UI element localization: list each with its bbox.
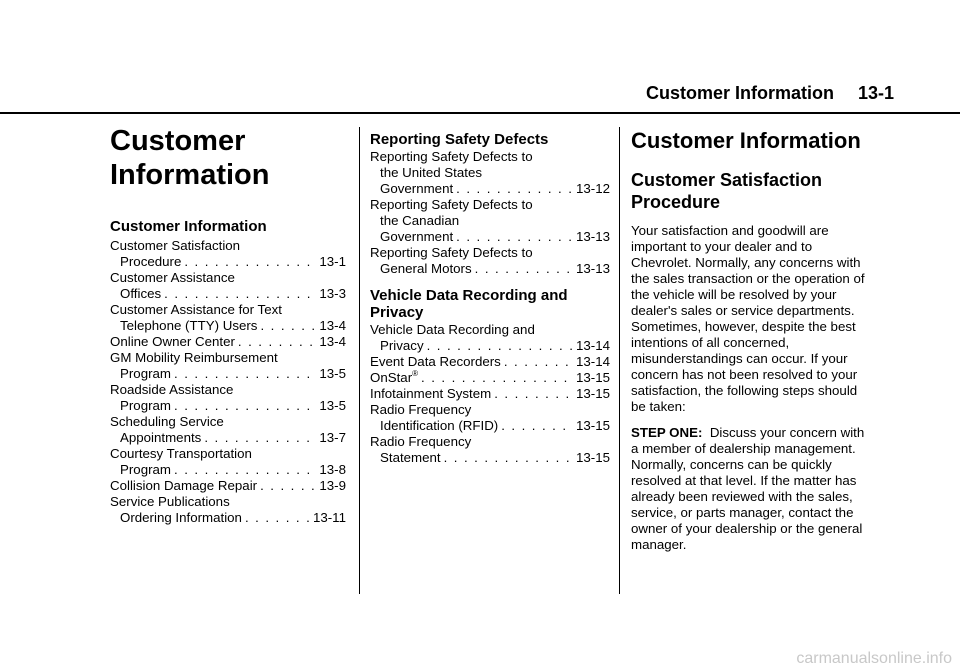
column-divider-1 bbox=[359, 127, 360, 594]
toc-entry-text: Reporting Safety Defects to bbox=[370, 197, 533, 212]
toc-entry-text: Radio Frequency bbox=[370, 402, 472, 417]
header-title: Customer Information bbox=[645, 83, 834, 103]
dot-leader bbox=[456, 181, 573, 197]
toc-entry-text: the United States bbox=[380, 165, 483, 180]
toc-entry[interactable] bbox=[110, 414, 346, 446]
toc-page-number: 13-4 bbox=[319, 334, 346, 349]
toc-page-number: 13-5 bbox=[319, 398, 346, 413]
content-column bbox=[631, 127, 871, 553]
toc-page-number: 13-11 bbox=[312, 510, 346, 525]
dot-leader bbox=[184, 254, 316, 270]
dot-leader bbox=[504, 354, 573, 370]
dot-leader bbox=[174, 366, 316, 382]
toc-entry-text: Procedure bbox=[120, 254, 182, 269]
body-paragraph: Your satisfaction and goodwill are important to your dealer and to Chevrolet. Normally, any concerns with the sales transaction or the operation of the vehicle will be resolved by your dealer's sales or service departments. Sometimes, however, despite the best intentions of all concerned, misunderstandings can occur. If your concern has not been resolved to your satisfaction, the following steps should be taken: bbox=[631, 223, 865, 414]
dot-leader bbox=[421, 370, 573, 386]
dot-leader bbox=[238, 334, 316, 350]
toc-entry-text: Infotainment System bbox=[370, 386, 492, 401]
toc-column-1 bbox=[110, 124, 346, 526]
toc-entry[interactable] bbox=[110, 302, 346, 334]
toc-entry-text: Telephone (TTY) Users bbox=[120, 318, 258, 333]
dot-leader bbox=[260, 318, 316, 334]
toc-entry[interactable] bbox=[370, 197, 610, 245]
dot-leader bbox=[174, 462, 316, 478]
toc-entry-text: GM Mobility Reimbursement bbox=[110, 350, 278, 365]
toc-section-title: Vehicle Data Recording and Privacy bbox=[370, 287, 568, 321]
toc-entry-text: Customer Satisfaction bbox=[110, 238, 241, 253]
toc-entry-text: Online Owner Center bbox=[110, 334, 235, 349]
toc-entry[interactable] bbox=[370, 434, 610, 466]
toc-page-number: 13-8 bbox=[319, 462, 346, 477]
toc-entry-text: Reporting Safety Defects to bbox=[370, 149, 533, 164]
toc-entry[interactable] bbox=[370, 149, 610, 197]
toc-entry-text: Appointments bbox=[120, 430, 202, 445]
toc-entry[interactable] bbox=[370, 370, 610, 386]
toc-entry-text: Courtesy Transportation bbox=[110, 446, 252, 461]
toc-entry-text: Roadside Assistance bbox=[110, 382, 234, 397]
toc-entry-text: Service Publications bbox=[110, 494, 230, 509]
toc-page-number: 13-13 bbox=[575, 229, 610, 244]
toc-entry[interactable] bbox=[370, 245, 610, 277]
toc-entry[interactable] bbox=[110, 270, 346, 302]
watermark: carmanualsonline.info bbox=[796, 650, 952, 667]
toc-page-number: 13-13 bbox=[575, 261, 610, 276]
dot-leader bbox=[260, 478, 316, 494]
toc-entry-text: Reporting Safety Defects to bbox=[370, 245, 533, 260]
dot-leader bbox=[444, 450, 573, 466]
toc-page-number: 13-15 bbox=[575, 386, 610, 401]
toc-page-number: 13-1 bbox=[319, 254, 346, 269]
chapter-title: Customer Information bbox=[110, 125, 270, 191]
toc-page-number: 13-14 bbox=[575, 354, 610, 369]
toc-section-title: Reporting Safety Defects bbox=[370, 131, 549, 148]
toc-page-number: 13-4 bbox=[319, 318, 346, 333]
toc-entry[interactable] bbox=[370, 354, 610, 370]
toc-list bbox=[370, 322, 610, 466]
dot-leader bbox=[501, 418, 573, 434]
toc-entry-text: Customer Assistance for Text bbox=[110, 302, 282, 317]
toc-entry-text: Ordering Information bbox=[120, 510, 242, 525]
dot-leader bbox=[494, 386, 573, 402]
header-page-number: 13-1 bbox=[857, 83, 894, 103]
toc-list bbox=[370, 149, 610, 277]
toc-entry-text: Customer Assistance bbox=[110, 270, 235, 285]
toc-entry[interactable] bbox=[110, 446, 346, 478]
toc-entry-text: Collision Damage Repair bbox=[110, 478, 258, 493]
toc-entry[interactable] bbox=[110, 238, 346, 270]
section-heading: Customer Information bbox=[631, 128, 861, 153]
toc-entry[interactable] bbox=[110, 494, 346, 526]
toc-column-2 bbox=[370, 131, 610, 466]
toc-entry[interactable] bbox=[370, 386, 610, 402]
toc-entry-text: the Canadian bbox=[380, 213, 460, 228]
toc-entry-text: Event Data Recorders bbox=[370, 354, 501, 369]
toc-page-number: 13-7 bbox=[319, 430, 346, 445]
toc-page-number: 13-12 bbox=[575, 181, 610, 196]
subsection-heading: Customer Satisfaction Procedure bbox=[631, 170, 823, 212]
toc-page-number: 13-15 bbox=[575, 370, 610, 385]
dot-leader bbox=[456, 229, 573, 245]
toc-entry-text: Program bbox=[120, 366, 171, 381]
toc-entry[interactable] bbox=[110, 382, 346, 414]
toc-entry[interactable] bbox=[110, 334, 346, 350]
toc-page-number: 13-5 bbox=[319, 366, 346, 381]
toc-entry-text: Privacy bbox=[380, 338, 424, 353]
registered-mark: ® bbox=[412, 369, 419, 378]
dot-leader bbox=[245, 510, 310, 526]
toc-entry-text: Government bbox=[380, 229, 454, 244]
toc-list bbox=[110, 238, 346, 526]
toc-page-number: 13-15 bbox=[575, 418, 610, 433]
dot-leader bbox=[164, 286, 316, 302]
toc-page-number: 13-14 bbox=[575, 338, 610, 353]
toc-entry-text: OnStar® bbox=[370, 369, 419, 385]
toc-entry-text: Program bbox=[120, 398, 171, 413]
toc-entry-text: Vehicle Data Recording and bbox=[370, 322, 535, 337]
toc-section-title: Customer Information bbox=[110, 218, 267, 235]
dot-leader bbox=[174, 398, 316, 414]
toc-page-number: 13-15 bbox=[575, 450, 610, 465]
toc-entry[interactable] bbox=[110, 478, 346, 494]
toc-page-number: 13-9 bbox=[319, 478, 346, 493]
toc-entry-text: Government bbox=[380, 181, 454, 196]
dot-leader bbox=[427, 338, 573, 354]
step-paragraph bbox=[631, 425, 871, 553]
toc-entry[interactable] bbox=[110, 350, 346, 382]
toc-entry-text: General Motors bbox=[380, 261, 472, 276]
header-rule bbox=[0, 112, 960, 114]
toc-page-number: 13-3 bbox=[319, 286, 346, 301]
toc-entry-text: Statement bbox=[380, 450, 441, 465]
dot-leader bbox=[204, 430, 316, 446]
step-text: Discuss your concern with a member of dealership management. Normally, concerns can be quickly resolved at that level. If the matter has already been reviewed with the sales, service, or parts manager, contact the owner of your dealership or the general manager. bbox=[631, 425, 865, 552]
toc-entry[interactable] bbox=[370, 402, 610, 434]
toc-entry-text: Identification (RFID) bbox=[380, 418, 499, 433]
toc-entry-text: Radio Frequency bbox=[370, 434, 472, 449]
toc-entry-text: Offices bbox=[120, 286, 162, 301]
dot-leader bbox=[475, 261, 573, 277]
toc-entry[interactable] bbox=[370, 322, 610, 354]
toc-entry-text: Scheduling Service bbox=[110, 414, 224, 429]
page-header bbox=[646, 83, 894, 104]
toc-entry-text: Program bbox=[120, 462, 171, 477]
step-label: STEP ONE: bbox=[631, 425, 703, 440]
column-divider-2 bbox=[619, 127, 620, 594]
